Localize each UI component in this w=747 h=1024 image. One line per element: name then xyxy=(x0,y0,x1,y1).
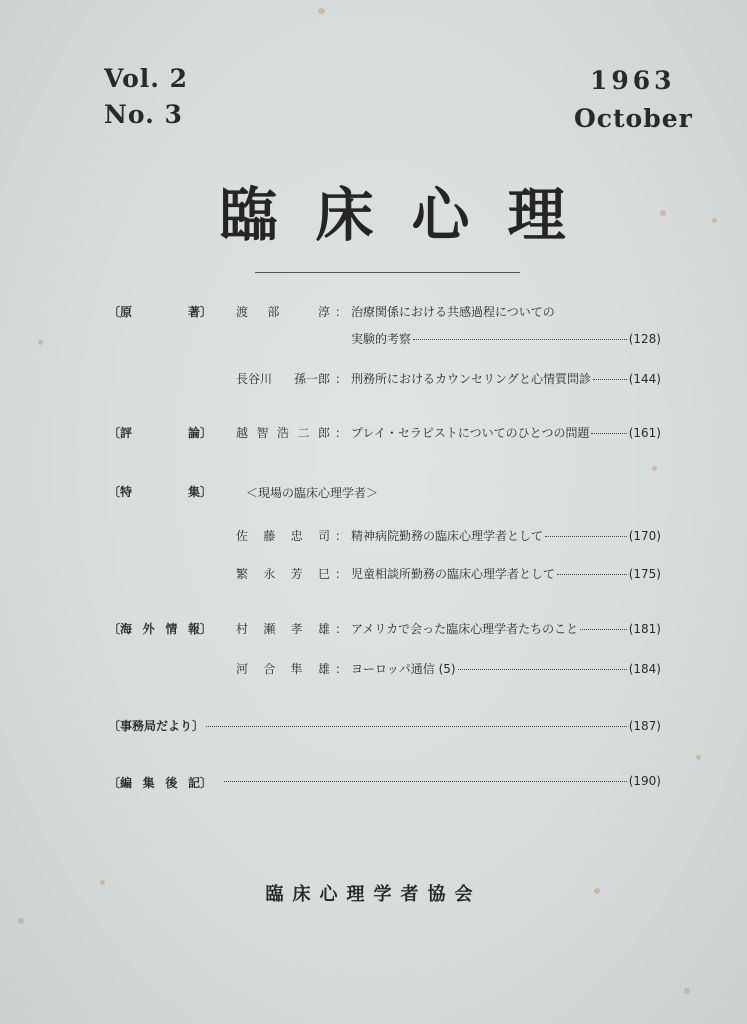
page-number: (161) xyxy=(628,426,661,440)
month: October xyxy=(574,104,693,133)
toc-line: 刑務所におけるカウンセリングと心情質問診 (144) xyxy=(351,372,661,386)
toc-line: プレイ・セラピストについてのひとつの問題 (161) xyxy=(351,426,661,440)
category-review: 〔評 論〕 xyxy=(108,426,212,440)
toc-line: ヨーロッパ通信 (5) (184) xyxy=(351,662,661,676)
article-title: 治療関係における共感過程についての xyxy=(351,305,555,319)
page-number: (187) xyxy=(628,719,661,733)
stain-spot xyxy=(18,918,24,924)
toc-line-editors-note xyxy=(222,774,661,788)
year: 1963 xyxy=(590,66,676,95)
category-editors-note: 〔編 集 後 記〕 xyxy=(108,776,212,790)
page-number: (175) xyxy=(628,567,661,581)
colon: ： xyxy=(335,567,348,581)
author-kawai: 河 合 隼 雄 xyxy=(236,662,330,676)
toc-line: アメリカで会った臨床心理学者たちのこと (181) xyxy=(351,622,661,636)
page-number: (181) xyxy=(628,622,661,636)
toc-line: 児童相談所勤務の臨床心理学者として (175) xyxy=(351,567,661,581)
author-shigenaga: 繁 永 芳 巳 xyxy=(236,567,330,581)
page-number: (170) xyxy=(628,529,661,543)
page-number: (128) xyxy=(628,332,661,346)
stain-spot xyxy=(696,755,701,760)
stain-spot xyxy=(318,8,325,14)
volume-number: Vol. 2 xyxy=(104,64,189,93)
colon: ： xyxy=(335,662,348,676)
author-hasegawa: 長谷川 孫一郎 xyxy=(236,372,330,386)
page-number: (184) xyxy=(628,662,661,676)
issue-number: No. 3 xyxy=(104,100,183,129)
stain-spot xyxy=(38,340,43,345)
stain-spot xyxy=(684,988,690,994)
colon: ： xyxy=(335,622,348,636)
category-overseas-news: 〔海 外 情 報〕 xyxy=(108,622,212,636)
feature-theme: ＜現場の臨床心理学者＞ xyxy=(246,486,379,500)
colon: ： xyxy=(335,372,348,386)
toc-line: 実験的考察 (128) xyxy=(351,332,661,346)
toc-line: 精神病院勤務の臨床心理学者として (170) xyxy=(351,529,661,543)
stain-spot xyxy=(652,466,657,471)
page-number: (144) xyxy=(628,372,661,386)
category-special-feature: 〔特 集〕 xyxy=(108,485,212,499)
journal-title: 臨床心理 xyxy=(219,181,604,249)
colon: ： xyxy=(335,529,348,543)
page-number: (190) xyxy=(628,774,661,788)
author-sato: 佐 藤 忠 司 xyxy=(236,529,330,543)
toc-line-office-news: 〔事務局だより〕 (187) xyxy=(108,719,661,733)
author-murase: 村 瀬 孝 雄 xyxy=(236,622,330,636)
publisher-name: 臨床心理学者協会 xyxy=(265,884,482,905)
author-watanabe: 渡 部 淳 xyxy=(236,305,330,319)
colon: ： xyxy=(335,305,348,319)
title-divider xyxy=(255,272,520,273)
colon: ： xyxy=(335,426,348,440)
author-ochi: 越 智 浩 二 郎 xyxy=(236,426,330,440)
category-original-article: 〔原 著〕 xyxy=(108,305,212,319)
